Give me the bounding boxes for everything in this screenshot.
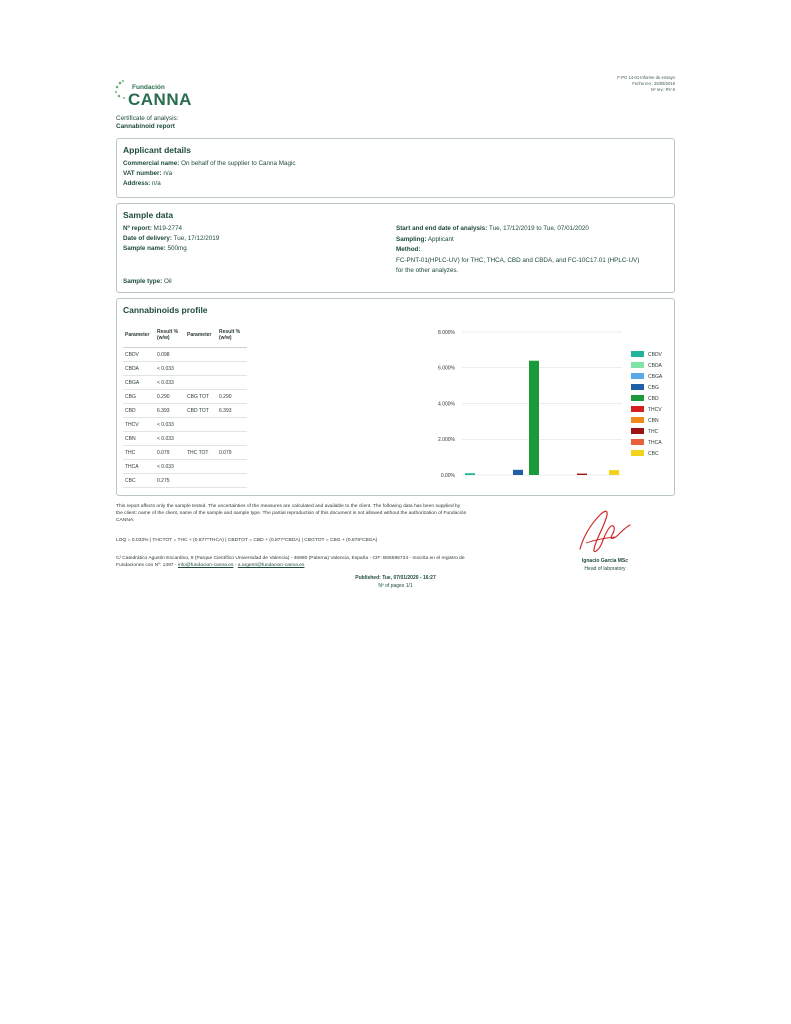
table-cell: CBD — [123, 404, 155, 418]
info-email-link[interactable]: info@fundacion-canna.es — [177, 563, 234, 569]
handwritten-signature — [574, 505, 636, 557]
legend-swatch — [631, 417, 644, 423]
table-cell: THC TOT — [185, 446, 217, 460]
vat-line — [123, 170, 172, 177]
legend-swatch — [631, 395, 644, 401]
loq-formula: LOQ = 0.033% | THCTOT = THC + (0.877*THCA) | CBDTOT = CBD + (0.877*CBDA) | CBGTOT = CBG + (0.878*CBGA) — [116, 538, 378, 543]
logo-subtitle: Fundación — [132, 84, 165, 91]
delivery-date-value: Tue, 17/12/2019 — [173, 235, 220, 242]
applicant-details-box — [116, 138, 675, 198]
method-label-line — [396, 246, 420, 253]
analysis-dates-value: Tue, 17/12/2019 to Tue, 07/01/2020 — [488, 225, 589, 232]
address-line-1: C/ Catedrático Agustín Escardino, 9 (Parque Científico Universidad de Valencia) - 46980 (Paterna) Valencia, España - CIF: B65596724 - Inscrita en el registro de — [116, 556, 465, 561]
sample-name-label: Sample name: — [123, 245, 166, 252]
contact-email-link[interactable]: a.argenti@fundacion-canna.es — [237, 563, 305, 569]
page-count: Nº of pages 1/1 — [378, 583, 413, 589]
table-cell: < 0.033 — [155, 460, 185, 474]
method-label: Method: — [396, 246, 421, 253]
sample-type-label: Sample type: — [123, 278, 163, 285]
column-header: Result % (w/w) — [155, 323, 185, 348]
table-cell: 0.098 — [155, 348, 185, 362]
legend-label: CBDV — [648, 352, 662, 358]
address-line — [123, 180, 161, 187]
table-cell: THCA — [123, 460, 155, 474]
legend-swatch — [631, 362, 644, 368]
column-header: Result % (w/w) — [217, 323, 247, 348]
registry-text: Fundaciones con Nº: 1397 - — [116, 563, 178, 569]
table-cell: 0.275 — [155, 474, 185, 488]
vat-value: n/a — [163, 170, 173, 177]
y-tick-label: 6.000% — [438, 365, 455, 372]
commercial-name-value: On behalf of the supplier to Canna Magic — [181, 160, 296, 167]
lab-address — [116, 555, 465, 569]
table-cell: < 0.033 — [155, 376, 185, 390]
signer-name: Ignacio García MSc — [581, 558, 629, 564]
column-header: Parameter — [123, 323, 155, 348]
legend-swatch — [631, 450, 644, 456]
table-cell: THC — [123, 446, 155, 460]
applicant-title: Applicant details — [123, 145, 192, 155]
bar-cbc — [609, 470, 619, 475]
table-cell: CBD TOT — [185, 404, 217, 418]
bar-cbg — [513, 470, 523, 475]
report-number-value: M19-2774 — [153, 225, 182, 232]
sample-title: Sample data — [123, 210, 174, 220]
certificate-heading — [116, 115, 179, 130]
analysis-dates-label: Start and end date of analysis: — [396, 225, 488, 232]
table-cell: 0.290 — [217, 390, 247, 404]
legend-label: CBD — [648, 396, 659, 402]
legend-swatch — [631, 373, 644, 379]
table-cell: < 0.033 — [155, 362, 185, 376]
commercial-name-line — [123, 160, 296, 167]
vat-label: VAT number: — [123, 170, 162, 177]
table-cell: CBDA — [123, 362, 155, 376]
address-line-2 — [116, 562, 465, 569]
report-number-label: Nº report: — [123, 225, 152, 232]
table-cell: 0.079 — [217, 446, 247, 460]
legend-label: CBGA — [648, 374, 663, 380]
sampling-label: Sampling: — [396, 236, 427, 243]
legend-label: CBN — [648, 418, 659, 424]
bar-cbdv — [465, 473, 475, 475]
table-cell: CBDV — [123, 348, 155, 362]
address-label: Address: — [123, 180, 151, 187]
table-cell: < 0.033 — [155, 432, 185, 446]
legend-label: CBDA — [648, 363, 662, 369]
certificate-label: Certificate of analysis: — [116, 115, 179, 122]
legend-swatch — [631, 439, 644, 445]
disclaimer-line-3: CANNA. — [116, 518, 135, 524]
legend-swatch — [631, 351, 644, 357]
table-cell: CBGA — [123, 376, 155, 390]
document-reference — [617, 75, 675, 92]
report-number-line — [123, 225, 182, 232]
sample-name-line — [123, 245, 187, 252]
disclaimer-line-2: the client: name of the client, name of the sample and sample type. The partial reproduction of this document is not allowed without the authorization of Fundación — [116, 511, 467, 517]
table-cell: 6.393 — [217, 404, 247, 418]
email-separator: - — [233, 563, 238, 569]
y-tick-label: 4.000% — [438, 401, 455, 408]
cannabinoids-profile-box — [116, 298, 675, 496]
table-cell: CBN — [123, 432, 155, 446]
profile-title: Cannabinoids profile — [123, 305, 208, 315]
bar-thc — [577, 474, 587, 475]
legend-swatch — [631, 384, 644, 390]
method-line-2: for the other analyzes. — [396, 267, 459, 274]
y-tick-label: 8.000% — [438, 329, 455, 336]
cannabinoids-bar-chart — [117, 299, 674, 495]
table-cell: CBG — [123, 390, 155, 404]
document-code: F-PG 14-01 Informe de ensayo — [617, 75, 675, 80]
table-cell: 0.079 — [155, 446, 185, 460]
sampling-value: Applicant — [427, 236, 454, 243]
table-cell: 0.290 — [155, 390, 185, 404]
signer-role: Head of laboratory — [584, 566, 626, 572]
fundacion-canna-logo — [114, 78, 194, 112]
sample-type-value: Oil — [163, 278, 172, 285]
report-type: Cannabinoid report — [116, 122, 175, 130]
legend-label: THCA — [648, 440, 662, 446]
address-value: n/a — [152, 180, 161, 187]
table-cell: THCV — [123, 418, 155, 432]
published-date: Published: Tue, 07/01/2020 - 16:27 — [355, 575, 436, 581]
table-cell: CBG TOT — [185, 390, 217, 404]
sampling-line — [396, 236, 454, 243]
delivery-date-label: Date of delivery: — [123, 235, 172, 242]
delivery-date-line — [123, 235, 219, 242]
bar-cbd — [529, 361, 539, 475]
legend-label: CBG — [648, 385, 659, 391]
logo-title: CANNA — [128, 90, 192, 109]
table-cell: CBC — [123, 474, 155, 488]
y-tick-label: 0.00% — [440, 472, 455, 479]
sample-name-value: 500mg — [167, 245, 187, 252]
revision-number: Nº rev.: RV 6 — [651, 86, 675, 92]
legend-swatch — [631, 406, 644, 412]
report-disclaimer — [116, 503, 466, 525]
legend-swatch — [631, 428, 644, 434]
table-cell: 6.393 — [155, 404, 185, 418]
method-line-1: FC-PNT-01(HPLC-UV) for THC, THCA, CBD and CBDA, and FC-10C17.01 (HPLC-UV) — [396, 257, 640, 264]
legend-label: THC — [648, 429, 659, 435]
commercial-name-label: Commercial name: — [123, 160, 180, 167]
y-tick-label: 2.000% — [438, 437, 455, 444]
legend-label: THCV — [648, 407, 662, 413]
disclaimer-line-1: This report affects only the sample tested. The uncertainties of the measures are calculated and available to the client. The following data has been supplied by — [116, 504, 461, 509]
legend-label: CBC — [648, 451, 659, 457]
revision-date: Fecha rev.: 25/09/2019 — [632, 80, 675, 86]
column-header: Parameter — [185, 323, 217, 348]
table-cell: < 0.033 — [155, 418, 185, 432]
sample-type-line — [123, 278, 172, 285]
sample-data-box — [116, 203, 675, 293]
analysis-dates-line — [396, 225, 589, 232]
